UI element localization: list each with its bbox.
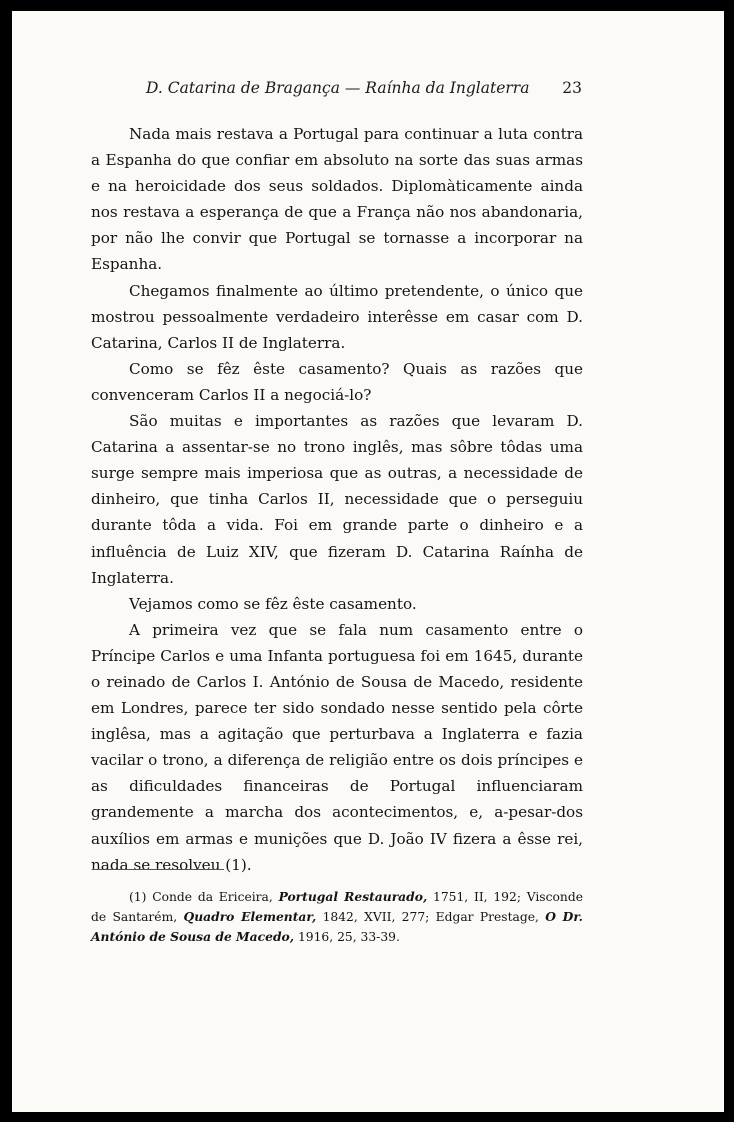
footnote-text: 1916, 25, 33-39. xyxy=(297,930,400,944)
paragraph: Vejamos como se fêz êste casamento. xyxy=(129,594,417,613)
paragraph: São muitas e importantes as razões que levaram D. Catarina a assentar-se no trono inglês, mas sôbre tôdas uma surge sempre mais imperiosa que as outras, a necessidade de dinheiro, que tinha Carlos II, necessidade que o perseguiu durante tôda a vida. Foi em grande parte o dinheiro e a influência de Luiz XIV, que fizeram D. Catarina Raínha de Inglaterra. xyxy=(91,412,583,587)
footnote-text: 1842, XVII, 277; Edgar Prestage, xyxy=(322,910,539,924)
running-title: D. Catarina de Bragança — Raínha da Inglaterra xyxy=(146,79,530,97)
footnote-text: Conde da Ericeira, xyxy=(152,890,273,904)
footnote-title: Portugal Restaurado, xyxy=(278,889,428,904)
body-text xyxy=(91,121,583,878)
footnote-title: Quadro Elementar, xyxy=(183,909,317,924)
paragraph: Chegamos finalmente ao último pretendente, o único que mostrou pessoalmente verdadeiro interêsse em casar com D. Catarina, Carlos II de Inglaterra. xyxy=(91,281,583,352)
footnote xyxy=(91,887,583,947)
footnote-divider xyxy=(92,869,224,870)
footnote-title: O Dr. António de Sousa de Macedo, xyxy=(91,909,583,944)
page-number: 23 xyxy=(562,79,582,97)
paragraph: Como se fêz êste casamento? Quais as razões que convenceram Carlos II a negociá-lo? xyxy=(91,359,583,404)
footnote-text: 1751, II, 192; Visconde de Santarém, xyxy=(91,890,583,924)
running-header xyxy=(146,79,586,103)
paragraph: A primeira vez que se fala num casamento entre o Príncipe Carlos e uma Infanta portuguesa foi em 1645, durante o reinado de Carlos I. António de Sousa de Macedo, residente em Londres, parece ter sido sondado nesse sentido pela côrte inglêsa, mas a agitação que perturbava a Inglaterra e fazia vacilar o trono, a diferença de religião entre os dois príncipes e as dificuldades financeiras de Portugal influenciaram grandemente a marcha dos acontecimentos, e, a-pesar-dos auxílios em armas e munições que D. João IV fizera a êsse rei, nada se resolveu (1). xyxy=(91,620,583,874)
paragraph: Nada mais restava a Portugal para continuar a luta contra a Espanha do que confiar em absoluto na sorte das suas armas e na heroicidade dos seus soldados. Diplomàticamente ainda nos restava a esperança de que a França não nos abandonaria, por não lhe convir que Portugal se tornasse a incorporar na Espanha. xyxy=(91,125,583,274)
footnote-marker: (1) xyxy=(129,890,147,904)
document-page xyxy=(12,11,724,1112)
